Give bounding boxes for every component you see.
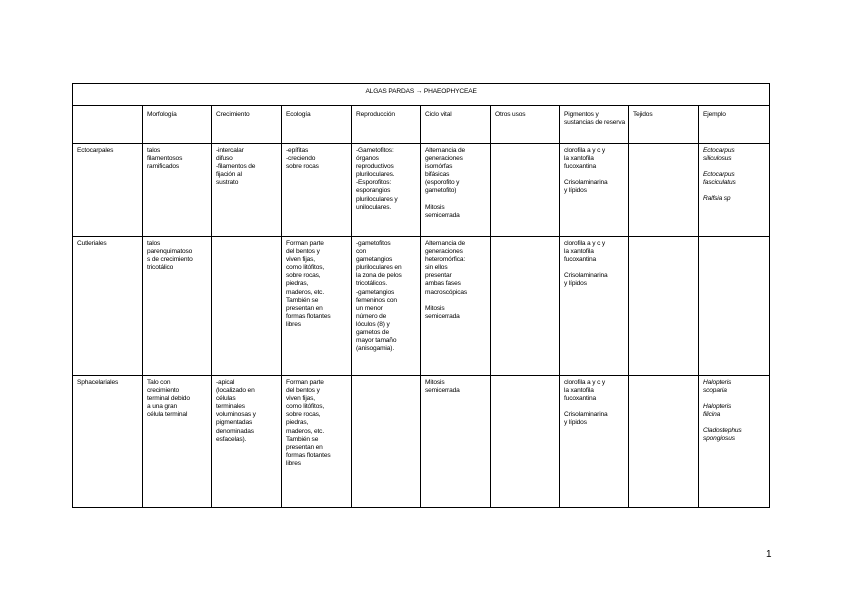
- crecimiento-paragraph: -apical (localizado en células terminales voluminosas y pigmentadas denominadas esfacelas).: [216, 379, 256, 443]
- cell-crecimiento: [212, 144, 282, 237]
- cell-otros: [491, 237, 560, 376]
- table-row-ectocarpales: [73, 144, 770, 237]
- header-empty: [73, 106, 143, 144]
- cell-morfologia: [143, 237, 212, 376]
- pigmentos-paragraph: clorofila a y c y la xantofila fucoxantina: [564, 240, 606, 264]
- ciclo-paragraph: Alternancia de generaciones heteromórfica: sin ellos presentar ambas fases macroscópicas: [425, 240, 468, 296]
- pigmentos-paragraph: clorofila a y c y la xantofila fucoxantina: [564, 147, 606, 171]
- crecimiento-paragraph: -intercalar difuso -filamentos de fijación al sustrato: [216, 147, 256, 187]
- cell-morfologia: [143, 376, 212, 508]
- cell-name: Sphacelariales: [73, 376, 143, 508]
- cell-ecologia: [282, 237, 352, 376]
- morfologia-paragraph: talos parenquimatoso s de crecimiento tricotálico: [147, 240, 193, 272]
- pigmentos-paragraph: Crisolaminarina y lípidos: [564, 179, 608, 195]
- ejemplo-paragraph: Halopteris scoparia: [703, 379, 732, 395]
- cell-crecimiento: [212, 376, 282, 508]
- cell-ejemplo: [699, 376, 770, 508]
- ecologia-paragraph: Forman parte del bentos y viven fijas, como litófitos, sobre rocas, piedras, maderos, etc. También se presentan en formas flotantes libres: [286, 379, 331, 467]
- pigmentos-paragraph: clorofila a y c y la xantofila fucoxantina: [564, 379, 606, 403]
- title-row: [73, 84, 770, 106]
- cell-name: Ectocarpales: [73, 144, 143, 237]
- algas-pardas-table: [72, 83, 770, 508]
- ecologia-paragraph: -epífitas -creciendo sobre rocas: [286, 147, 319, 171]
- cell-ciclo: [421, 376, 491, 508]
- cell-ciclo: [421, 144, 491, 237]
- header-morfologia: Morfología: [143, 106, 212, 144]
- header-crecimiento: Crecimiento: [212, 106, 282, 144]
- ejemplo-paragraph: Halopteris filicina: [703, 403, 732, 419]
- ejemplo-paragraph: Ectocarpus fasciculatus: [703, 171, 736, 187]
- cell-otros: [491, 144, 560, 237]
- header-ecologia: Ecología: [282, 106, 352, 144]
- cell-reproduccion: [352, 144, 421, 237]
- morfologia-paragraph: Talo con crecimiento terminal debido a una gran célula terminal: [147, 379, 190, 419]
- cell-ciclo: [421, 237, 491, 376]
- reproduccion-paragraph: -Gametofitos: órganos reproductivos pluriloculares. -Esporofitos: esporangios pluriloculares y uniloculares.: [356, 147, 398, 211]
- cell-reproduccion: [352, 237, 421, 376]
- ciclo-paragraph: Mitosis semicerrada: [425, 304, 460, 320]
- morfologia-paragraph: talos filamentosos ramificados: [147, 147, 183, 171]
- cell-ejemplo: [699, 237, 770, 376]
- table-row-sphacelariales: [73, 376, 770, 508]
- header-reproduccion: Reproducción: [352, 106, 421, 144]
- pigmentos-paragraph: Crisolaminarina y lípidos: [564, 272, 608, 288]
- cell-pigmentos: [560, 376, 629, 508]
- reproduccion-paragraph: -gametofitos con gametangios pluriloculares en la zona de pelos tricotálicos. -gametangios femeninos con un menor número de lóculos (8) y gametos de mayor tamaño (anisogamia).: [356, 240, 402, 353]
- cell-pigmentos: [560, 144, 629, 237]
- ciclo-paragraph: Alternancia de generaciones isomórfas bifásicas (esporofito y gametofito): [425, 147, 466, 195]
- cell-ejemplo: [699, 144, 770, 237]
- ejemplo-paragraph: Ralfsia sp: [703, 195, 731, 203]
- header-tejidos: Tejidos: [629, 106, 699, 144]
- table-row-cutleriales: [73, 237, 770, 376]
- cell-ecologia: [282, 144, 352, 237]
- cell-ecologia: [282, 376, 352, 508]
- pigmentos-paragraph: Crisolaminarina y lípidos: [564, 411, 608, 427]
- ecologia-paragraph: Forman parte del bentos y viven fijas, como litófitos, sobre rocas, piedras, maderos, etc. También se presentan en formas flotantes libres: [286, 240, 331, 328]
- cell-pigmentos: [560, 237, 629, 376]
- header-pigmentos: Pigmentos y sustancias de reserva: [560, 106, 629, 144]
- ejemplo-paragraph: Ectocarpus siliculosus: [703, 147, 735, 163]
- cell-crecimiento: [212, 237, 282, 376]
- cell-morfologia: [143, 144, 212, 237]
- cell-reproduccion: [352, 376, 421, 508]
- ejemplo-paragraph: Cladostephus spongiosus: [703, 427, 742, 443]
- ciclo-paragraph: Mitosis semicerrada: [425, 379, 460, 395]
- page-number: 1: [766, 549, 772, 560]
- cell-tejidos: [629, 144, 699, 237]
- cell-otros: [491, 376, 560, 508]
- cell-tejidos: [629, 376, 699, 508]
- header-otros-usos: Otros usos: [491, 106, 560, 144]
- header-ciclo-vital: Ciclo vital: [421, 106, 491, 144]
- cell-name: Cutleriales: [73, 237, 143, 376]
- cell-tejidos: [629, 237, 699, 376]
- header-row: [73, 106, 770, 144]
- table-title: ALGAS PARDAS → PHAEOPHYCEAE: [73, 84, 770, 106]
- header-ejemplo: Ejemplo: [699, 106, 770, 144]
- ciclo-paragraph: Mitosis semicerrada: [425, 203, 460, 219]
